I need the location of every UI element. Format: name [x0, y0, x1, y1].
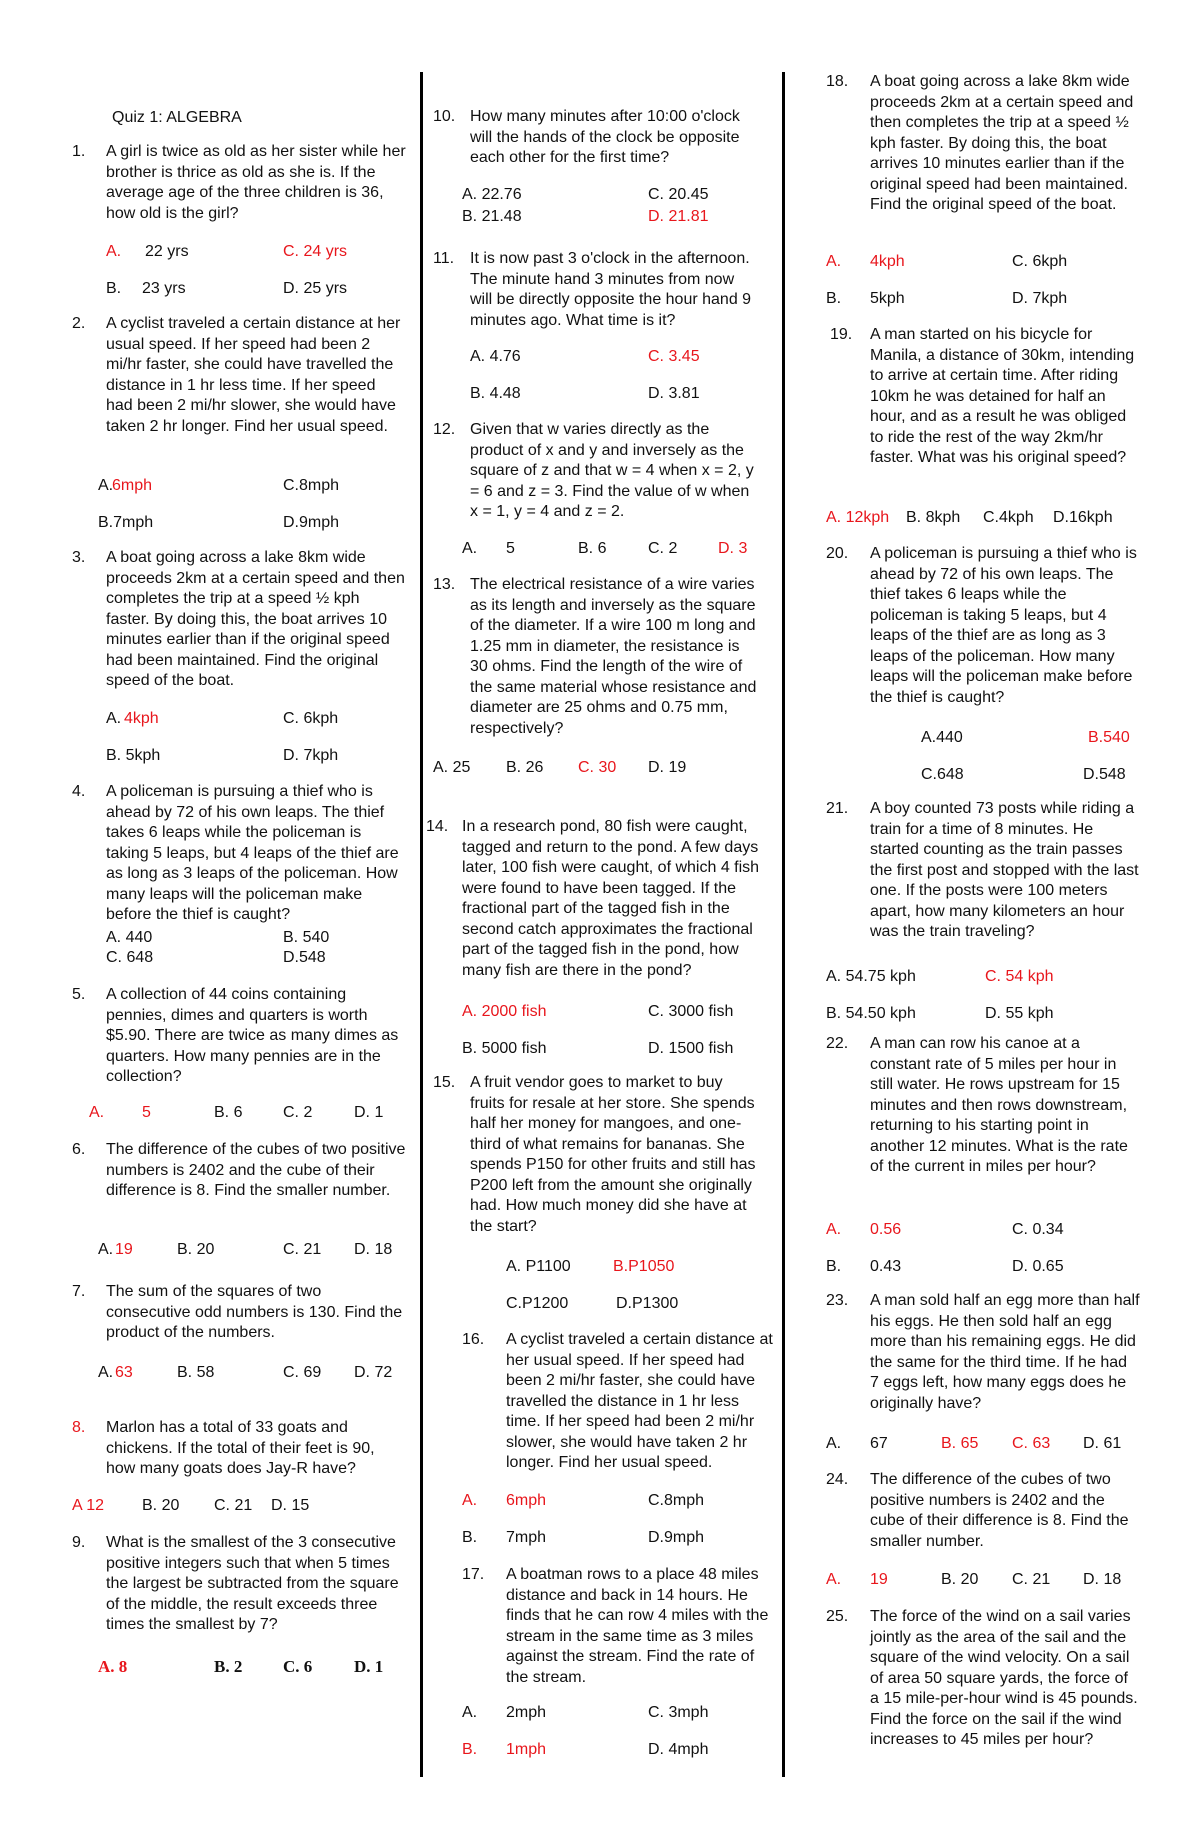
answer-choice-correct: 63	[115, 1364, 133, 1381]
question-number: 20.	[826, 545, 849, 562]
answer-choice: C. 0.34	[1012, 1221, 1064, 1238]
question-number: 25.	[826, 1608, 849, 1625]
question-text: A boat going across a lake 8km wide proceeds 2km at a certain speed and then completes the trip at a speed ½ kph faster. By doing this, the boat arrives 10 minutes earlier than if the original speed had been maintained. Find the original speed of the boat.	[870, 73, 1134, 213]
answer-choice: C. 21	[1012, 1571, 1051, 1588]
answer-choice: D.9mph	[283, 514, 340, 531]
answer-choice: A.440	[921, 729, 963, 746]
answer-choice: 67	[870, 1435, 888, 1452]
answer-choice: A. 4.76	[470, 348, 521, 365]
answer-choice: C.8mph	[283, 477, 340, 494]
column-divider-left	[420, 72, 423, 1777]
answer-choice-correct: C. 63	[1012, 1435, 1051, 1452]
answer-choice: D. 72	[354, 1364, 393, 1381]
answer-choice: C. 648	[106, 949, 154, 966]
answer-choice-correct: B.P1050	[613, 1258, 675, 1275]
answer-choice: A.	[462, 540, 478, 557]
answer-choice: B.	[462, 1529, 478, 1546]
answer-choice: D. 18	[354, 1241, 393, 1258]
question-number: 5.	[72, 986, 86, 1003]
answer-choice-correct: B.540	[1088, 729, 1130, 746]
answer-choice: B. 58	[177, 1364, 215, 1381]
answer-choice: C. 3mph	[648, 1704, 709, 1721]
answer-choice: B. 54.50 kph	[826, 1005, 916, 1022]
answer-choice: C. 20.45	[648, 186, 709, 203]
question-number: 19.	[830, 326, 853, 343]
question-number: 10.	[433, 108, 456, 125]
question-text: A policeman is pursuing a thief who is ahead by 72 of his own leaps. The thief takes 6 leaps while the policeman is taking 5 leaps, but 4 leaps of the thief are as long as 3 leaps of the policeman. How many leaps will the policeman make before the thief is caught?	[106, 783, 399, 923]
question-number: 6.	[72, 1141, 86, 1158]
question-number: 23.	[826, 1292, 849, 1309]
answer-choice: B. 20	[177, 1241, 215, 1258]
answer-choice: B. 6	[214, 1104, 243, 1121]
answer-choice: C. 3000 fish	[648, 1003, 734, 1020]
question-number: 14.	[426, 818, 449, 835]
answer-choice: D.P1300	[616, 1295, 679, 1312]
quiz-title: Quiz 1: ALGEBRA	[112, 109, 242, 126]
question-number: 8.	[72, 1419, 86, 1436]
answer-choice: C. 6kph	[283, 710, 339, 727]
answer-choice-correct: A 12	[72, 1497, 105, 1514]
question-number: 12.	[433, 421, 456, 438]
answer-choice-correct: A. 8	[98, 1657, 128, 1676]
question-number: 4.	[72, 783, 86, 800]
answer-choice-correct: A.	[826, 1221, 842, 1238]
answer-choice: A. 25	[433, 759, 471, 776]
answer-choice-correct: B.	[462, 1741, 478, 1758]
answer-choice: C. 21	[283, 1241, 322, 1258]
question-text: A cyclist traveled a certain distance at her usual speed. If her speed had been 2 mi/hr faster, she could have travelled the distance in 1 hr less time. If her speed had been 2 mi/hr slower, she would have taken 2 hr longer. Find her usual speed.	[106, 315, 401, 435]
question-number: 1.	[72, 143, 86, 160]
question-text: The difference of the cubes of two positive numbers is 2402 and the cube of their difference is 8. Find the smaller number.	[870, 1471, 1129, 1550]
answer-choice: C. 2	[648, 540, 678, 557]
answer-choice-correct: 4kph	[124, 710, 159, 727]
answer-choice-correct: D. 21.81	[648, 208, 709, 225]
answer-choice: C.8mph	[648, 1492, 705, 1509]
answer-choice: D. 0.65	[1012, 1258, 1064, 1275]
answer-choice: C. 2	[283, 1104, 313, 1121]
answer-choice-correct: 19	[115, 1241, 133, 1258]
answer-choice: B.	[106, 280, 122, 297]
answer-choice: B. 5000 fish	[462, 1040, 547, 1057]
answer-choice: B.	[826, 1258, 842, 1275]
answer-choice: D.9mph	[648, 1529, 705, 1546]
question-number: 21.	[826, 800, 849, 817]
question-number: 9.	[72, 1534, 86, 1551]
answer-choice: D. 55 kph	[985, 1005, 1054, 1022]
answer-choice: B. 21.48	[462, 208, 522, 225]
answer-choice: A.	[98, 1364, 114, 1381]
answer-choice-correct: 19	[870, 1571, 888, 1588]
answer-choice: D. 1	[354, 1657, 384, 1676]
answer-choice: D.548	[283, 949, 326, 966]
question-text: A fruit vendor goes to market to buy fruits for resale at her store. She spends half her money for mangoes, and one-third of what remains for bananas. She spends P150 for other fruits and still has P200 left from the amount she originally had. How much money did she have at the start?	[470, 1074, 756, 1235]
answer-choice-correct: C. 24 yrs	[283, 243, 348, 260]
answer-choice: D. 1500 fish	[648, 1040, 734, 1057]
answer-choice: B. 2	[214, 1657, 243, 1676]
question-text: A man can row his canoe at a constant rate of 5 miles per hour in still water. He rows upstream for 15 minutes and then rows downstream, returning to his starting point in another 12 minutes. What is the rate of the current in miles per hour?	[870, 1035, 1128, 1175]
answer-choice: D. 25 yrs	[283, 280, 348, 297]
answer-choice: A.	[98, 477, 114, 494]
answer-choice: A. 22.76	[462, 186, 522, 203]
question-number: 13.	[433, 576, 456, 593]
answer-choice-correct: 6mph	[112, 477, 153, 494]
answer-choice-correct: C. 3.45	[648, 348, 700, 365]
question-text: The difference of the cubes of two positive numbers is 2402 and the cube of their difference is 8. Find the smaller number.	[106, 1141, 406, 1199]
answer-choice: B.	[826, 290, 842, 307]
answer-choice: D. 18	[1083, 1571, 1122, 1588]
question-text: How many minutes after 10:00 o'clock will the hands of the clock be opposite each other for the first time?	[470, 108, 740, 166]
answer-choice-correct: A.	[106, 243, 122, 260]
answer-choice: D. 3.81	[648, 385, 700, 402]
answer-choice: A.	[98, 1241, 114, 1258]
question-text: Marlon has a total of 33 goats and chickens. If the total of their feet is 90, how many goats does Jay-R have?	[106, 1419, 375, 1477]
question-number: 16.	[462, 1331, 485, 1348]
answer-choice: C. 6kph	[1012, 253, 1068, 270]
question-text: A man sold half an egg more than half his eggs. He then sold half an egg more than his remaining eggs. He did the same for the third time. If he had 7 eggs left, how many eggs does he originally have?	[870, 1292, 1140, 1412]
answer-choice-correct: C. 54 kph	[985, 968, 1054, 985]
answer-choice: C.P1200	[506, 1295, 569, 1312]
answer-choice: 7mph	[506, 1529, 547, 1546]
answer-choice: D. 7kph	[1012, 290, 1068, 307]
answer-choice: D. 1	[354, 1104, 384, 1121]
answer-choice: D.548	[1083, 766, 1126, 783]
question-text: Given that w varies directly as the product of x and y and inversely as the square of z and that w = 4 when x = 2, y = 6 and z = 3. Find the value of w when x = 1, y = 4 and z = 2.	[470, 421, 754, 520]
answer-choice: A. 440	[106, 929, 153, 946]
answer-choice-correct: 1mph	[506, 1741, 547, 1758]
answer-choice: A.	[462, 1704, 478, 1721]
answer-choice-correct: 6mph	[506, 1492, 547, 1509]
answer-choice-correct: D. 3	[718, 540, 748, 557]
question-text: The electrical resistance of a wire varies as its length and inversely as the square of the diameter. If a wire 100 m long and 1.25 mm in diameter, the resistance is 30 ohms. Find the length of the wire of the same material whose resistance and diameter are 25 ohms and 0.75 mm, respectively?	[470, 576, 757, 737]
question-text: It is now past 3 o'clock in the afternoon. The minute hand 3 minutes from now will be directly opposite the hour hand 9 minutes ago. What time is it?	[470, 250, 752, 329]
answer-choice: B. 20	[941, 1571, 979, 1588]
answer-choice: D. 4mph	[648, 1741, 709, 1758]
answer-choice: A.	[106, 710, 122, 727]
answer-choice: B. 26	[506, 759, 544, 776]
answer-choice: 22 yrs	[145, 243, 189, 260]
question-number: 7.	[72, 1283, 86, 1300]
answer-choice: D. 61	[1083, 1435, 1122, 1452]
answer-choice-correct: 5	[142, 1104, 151, 1121]
answer-choice: D.16kph	[1053, 509, 1113, 526]
answer-choice: C.4kph	[983, 509, 1034, 526]
question-text: The sum of the squares of two consecutive odd numbers is 130. Find the product of the numbers.	[106, 1283, 403, 1341]
question-number: 3.	[72, 549, 86, 566]
answer-choice: 5	[506, 540, 515, 557]
question-number: 24.	[826, 1471, 849, 1488]
answer-choice: 2mph	[506, 1704, 547, 1721]
answer-choice: A.	[826, 1435, 842, 1452]
question-text: What is the smallest of the 3 consecutive positive integers such that when 5 times the largest be subtracted from the square of the middle, the result exceeds three times the smallest by 7?	[106, 1534, 399, 1633]
question-text: A man started on his bicycle for Manila, a distance of 30km, intending to arrive at certain time. After riding 10km he was detained for half an hour, and as a result he was obliged to ride the rest of the way 2km/hr faster. What was his original speed?	[870, 326, 1135, 466]
answer-choice: C.648	[921, 766, 964, 783]
answer-choice: 23 yrs	[142, 280, 186, 297]
question-text: A collection of 44 coins containing pennies, dimes and quarters is worth $5.90. There are twice as many dimes as quarters. How many pennies are in the collection?	[106, 986, 399, 1085]
answer-choice: A. P1100	[506, 1258, 571, 1275]
answer-choice: C. 6	[283, 1657, 313, 1676]
question-number: 17.	[462, 1566, 485, 1583]
answer-choice: B. 4.48	[470, 385, 521, 402]
answer-choice: 0.43	[870, 1258, 902, 1275]
question-text: A boy counted 73 posts while riding a train for a time of 8 minutes. He started counting as the train passes the first post and stopped with the last one. If the posts were 100 meters apart, how many kilometers an hour was the train traveling?	[870, 800, 1139, 940]
question-text: A boat going across a lake 8km wide proceeds 2km at a certain speed and then completes the trip at a speed ½ kph faster. By doing this, the boat arrives 10 minutes earlier than if the original speed had been maintained. Find the original speed of the boat.	[106, 549, 405, 689]
question-text: In a research pond, 80 fish were caught, tagged and return to the pond. A few days later, 100 fish were caught, of which 4 fish were found to have been tagged. If the fractional part of the tagged fish in the second catch approximates the fractional part of the tagged fish in the pond, how many fish are there in the pond?	[462, 818, 760, 979]
answer-choice-correct: A.	[826, 1571, 842, 1588]
question-number: 15.	[433, 1074, 456, 1091]
answer-choice: B. 20	[142, 1497, 180, 1514]
question-number: 18.	[826, 73, 849, 90]
question-text: A policeman is pursuing a thief who is ahead by 72 of his own leaps. The thief takes 6 leaps while the policeman is taking 5 leaps, but 4 leaps of the thief are as long as 3 leaps of the policeman. How many leaps will the policeman make before the thief is caught?	[870, 545, 1137, 706]
answer-choice: B. 5kph	[106, 747, 161, 764]
answer-choice-correct: 4kph	[870, 253, 905, 270]
answer-choice-correct: A. 12kph	[826, 509, 890, 526]
answer-choice-correct: A.	[89, 1104, 105, 1121]
question-text: The force of the wind on a sail varies jointly as the area of the sail and the square of the wind velocity. On a sail of area 50 square yards, the force of a 15 mile-per-hour wind is 45 pounds. Find the force on the sail if the wind increases to 45 miles per hour?	[870, 1608, 1138, 1748]
answer-choice: B. 6	[578, 540, 607, 557]
answer-choice: B.7mph	[98, 514, 154, 531]
answer-choice: B. 8kph	[906, 509, 961, 526]
answer-choice: A. 54.75 kph	[826, 968, 916, 985]
answer-choice: 5kph	[870, 290, 905, 307]
question-text: A cyclist traveled a certain distance at her usual speed. If her speed had been 2 mi/hr faster, she could have travelled the distance in 1 hr less time. If her speed had been 2 mi/hr slower, she would have taken 2 hr longer. Find her usual speed.	[506, 1331, 773, 1471]
question-text: A boatman rows to a place 48 miles distance and back in 14 hours. He finds that he can row 4 miles with the stream in the same time as 3 miles against the stream. Find the rate of the stream.	[506, 1566, 769, 1686]
answer-choice: D. 7kph	[283, 747, 339, 764]
answer-choice-correct: A. 2000 fish	[462, 1003, 547, 1020]
answer-choice: C. 21	[214, 1497, 253, 1514]
answer-choice-correct: A.	[826, 253, 842, 270]
answer-choice-correct: C. 30	[578, 759, 617, 776]
answer-choice: C. 69	[283, 1364, 322, 1381]
answer-choice-correct: B. 65	[941, 1435, 979, 1452]
answer-choice-correct: 0.56	[870, 1221, 902, 1238]
question-number: 22.	[826, 1035, 849, 1052]
question-number: 2.	[72, 315, 86, 332]
answer-choice-correct: A.	[462, 1492, 478, 1509]
question-number: 11.	[433, 250, 455, 267]
answer-choice: D. 15	[271, 1497, 310, 1514]
question-text: A girl is twice as old as her sister while her brother is thrice as old as she is. If the average age of the three children is 36, how old is the girl?	[106, 143, 406, 222]
answer-choice: D. 19	[648, 759, 687, 776]
answer-choice: B. 540	[283, 929, 330, 946]
column-divider-right	[782, 72, 785, 1777]
